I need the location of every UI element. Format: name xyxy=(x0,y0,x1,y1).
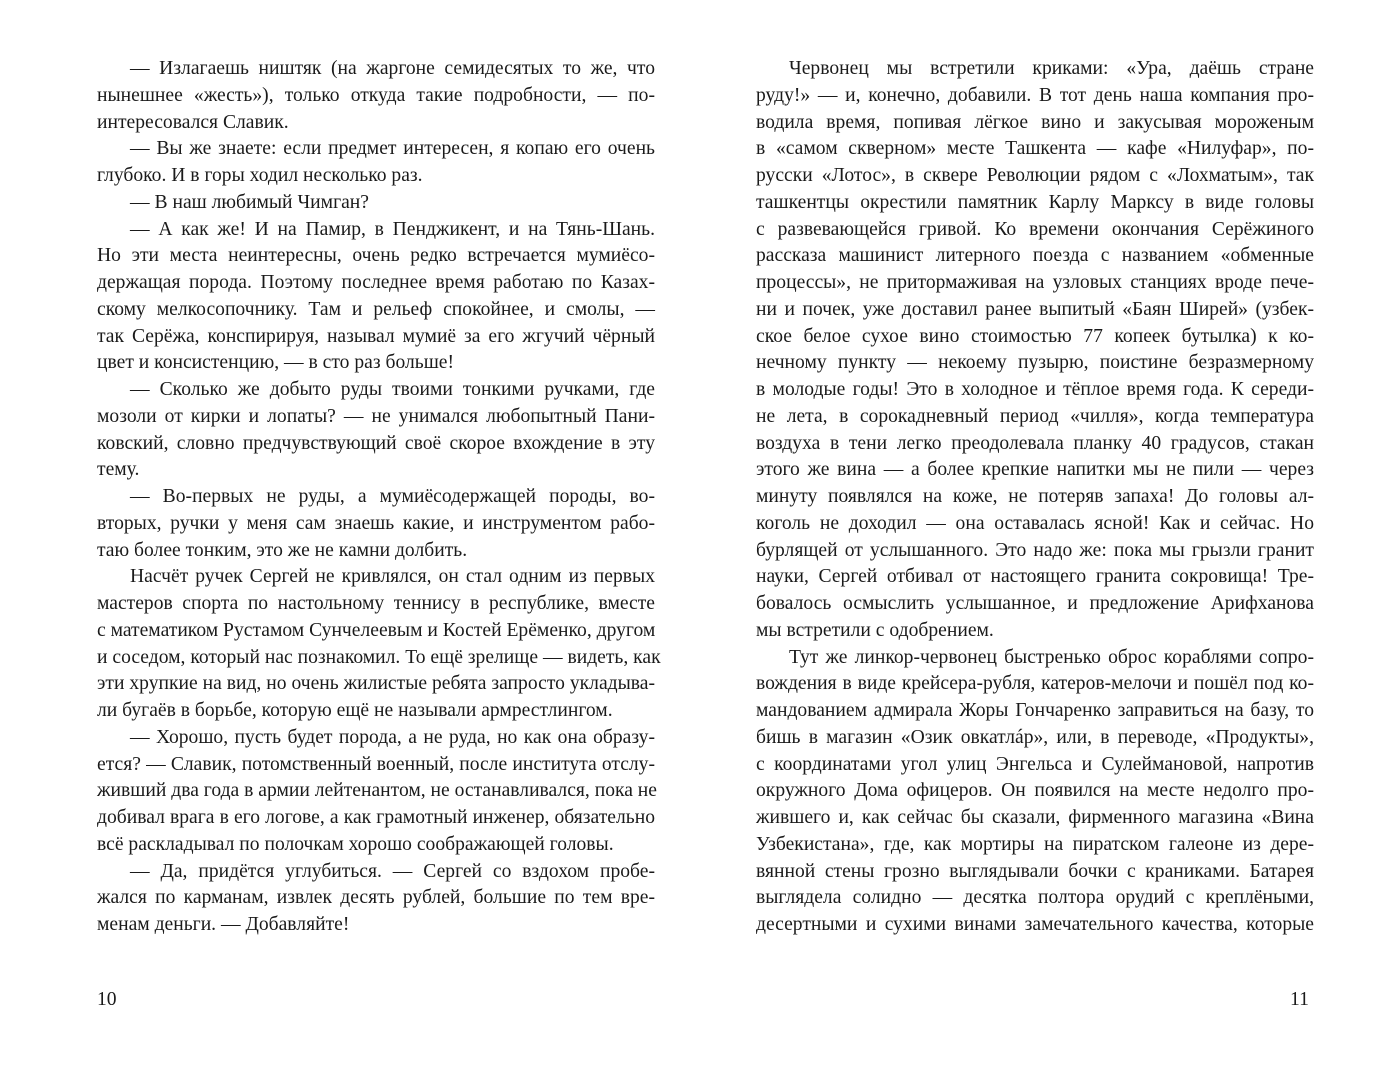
paragraph xyxy=(756,56,1314,645)
text-line: добивал врага в его логове, а как грамотный инженер, обязательно xyxy=(97,807,655,828)
right-page-text xyxy=(756,56,1314,939)
text-line: бишь в магазин «Озик овкатлáр», или, в переводе, «Продукты», xyxy=(756,726,1314,748)
text-line: таю более тонким, это же не камни долбить. xyxy=(97,539,468,561)
text-line: с развевающейся гривой. Ко времени окончания Серёжиного xyxy=(756,218,1314,240)
text-line: Узбекистана», где, как мортиры на пиратском галеоне из дере- xyxy=(756,833,1314,855)
paragraph xyxy=(97,217,655,378)
text-line: глубоко. И в горы ходил несколько раз. xyxy=(97,165,423,186)
paragraph xyxy=(97,564,661,725)
text-line: тему. xyxy=(97,459,140,481)
text-line: — В наш любимый Чимган? xyxy=(130,191,369,213)
paragraph xyxy=(97,56,655,136)
text-line: всё раскладывал по полочкам хорошо соображающей головы. xyxy=(97,833,614,855)
paragraph xyxy=(97,484,655,564)
text-line: — Излагаешь ништяк (на жаргоне семидесятых то же, что xyxy=(130,58,655,79)
page-number-right: 11 xyxy=(1290,989,1309,1010)
text-line: воздуха в тени легко преодолевала планку 40 градусов, стакан xyxy=(756,432,1314,454)
text-line: Червонец мы встретили криками: «Ура, даёшь стране xyxy=(789,58,1314,79)
text-line: — А как же! И на Памир, в Пенджикент, и на Тянь-Шань. xyxy=(130,218,655,240)
text-line: окружного Дома офицеров. Он появился на месте недолго про- xyxy=(756,780,1314,802)
text-line: с математиком Рустамом Сунчелеевым и Костей Ерёменко, другом xyxy=(97,619,656,641)
paragraph xyxy=(97,859,655,939)
text-line: мандованием адмирала Жоры Гончаренко заправиться на базу, то xyxy=(756,700,1314,721)
text-line: — Да, придётся углубиться. — Сергей со вздохом пробе- xyxy=(130,860,655,882)
text-line: с координатами угол улиц Энгельса и Сулеймановой, напротив xyxy=(756,753,1314,775)
text-line: мы встретили с одобрением. xyxy=(756,619,994,641)
text-line: ковский, словно предчувствующий своё скорое вхождение в эту xyxy=(97,432,655,454)
paragraph xyxy=(97,377,655,484)
text-line: нечному пункту — некоему пузырю, поистине безразмерному xyxy=(756,352,1314,374)
text-line: русски «Лотос», в сквере Революции рядом с «Лохматым», так xyxy=(756,165,1314,186)
text-line: нынешнее «жесть»), только откуда такие подробности, — по- xyxy=(97,84,655,106)
text-line: и соседом, который нас познакомил. То ещё зрелище — видеть, как xyxy=(97,646,661,668)
text-line: жался по карманам, извлек десять рублей, большие по тем вре- xyxy=(97,887,655,909)
text-line: ни и почек, уже доставил ранее выпитый «Баян Ширей» (узбек- xyxy=(756,298,1314,320)
paragraph xyxy=(97,190,655,217)
text-line: — Вы же знаете: если предмет интересен, я копаю его очень xyxy=(130,138,655,160)
paragraph xyxy=(97,725,655,859)
text-line: ское белое сухое вино стоимостью 77 копеек бутылка) к ко- xyxy=(756,325,1314,347)
text-line: так Серёжа, конспирируя, называл мумиё за его жгучий чёрный xyxy=(97,325,655,347)
text-line: науки, Сергей отбивал от настоящего гранита сокровища! Тре- xyxy=(756,566,1314,588)
text-line: менам деньги. — Добавляйте! xyxy=(97,914,350,935)
text-line: живший два года в армии лейтенантом, не останавливался, пока не xyxy=(97,780,657,802)
text-line: этого же вина — а более крепкие напитки мы не пили — через xyxy=(756,459,1314,481)
left-page-text xyxy=(97,56,661,939)
text-line: коголь не доходил — она оставалась ясной! Как и сейчас. Но xyxy=(756,512,1314,534)
text-line: бовалось осмыслить услышанное, и предложение Арифханова xyxy=(756,593,1314,614)
text-line: ется? — Славик, потомственный военный, после института отслу- xyxy=(97,753,655,775)
text-line: Насчёт ручек Сергей не кривлялся, он стал одним из первых xyxy=(130,566,655,588)
text-line: в молодые годы! Это в холодное и тёплое время года. К середи- xyxy=(756,379,1314,400)
text-line: рассказа машинист литерного поезда с названием «обменные xyxy=(756,245,1314,267)
text-line: мозоли от кирки и лопаты? — не унимался любопытный Пани- xyxy=(97,405,655,427)
text-line: процессы», не притормаживая на узловых станциях вроде пече- xyxy=(756,272,1314,293)
paragraph xyxy=(756,645,1314,939)
text-line: — Хорошо, пусть будет порода, а не руда, но как она образу- xyxy=(130,726,655,748)
text-line: водила время, попивая лёгкое вино и закусывая мороженым xyxy=(756,111,1314,133)
text-line: Тут же линкор-червонец быстренько оброс кораблями сопро- xyxy=(789,646,1314,668)
text-line: выглядела солидно — десятка полтора орудий с креплёными, xyxy=(756,887,1314,909)
text-line: — Во-первых не руды, а мумиёсодержащей породы, во- xyxy=(130,486,655,507)
text-line: цвет и консистенцию, — в сто раз больше! xyxy=(97,352,455,374)
paragraph xyxy=(97,136,655,190)
text-line: вторых, ручки у меня сам знаешь какие, и инструментом рабо- xyxy=(97,512,655,534)
text-line: интересовался Славик. xyxy=(97,111,289,133)
text-line: ли бугаёв в борьбе, которую ещё не называли армрестлингом. xyxy=(97,700,613,721)
text-line: не лета, в сорокадневный период «чилля», когда температура xyxy=(756,405,1314,427)
text-line: ташкентцы окрестили памятник Карлу Марксу в виде головы xyxy=(756,191,1314,213)
text-line: — Сколько же добыто руды твоими тонкими ручками, где xyxy=(130,379,655,400)
text-line: десертными и сухими винами замечательного качества, которые xyxy=(756,914,1314,935)
text-line: держащая порода. Поэтому последнее время работаю по Казах- xyxy=(97,272,655,293)
text-line: скому мелкосопочнику. Там и рельеф спокойнее, и смолы, — xyxy=(97,298,655,320)
text-line: бурлящей от услышанного. Это надо же: пока мы грызли гранит xyxy=(756,539,1314,561)
text-line: руду!» — и, конечно, добавили. В тот день наша компания про- xyxy=(756,84,1314,106)
text-line: жившего и, как сейчас бы сказали, фирменного магазина «Вина xyxy=(756,807,1314,828)
text-line: вянной стены грозно выглядывали бочки с краниками. Батарея xyxy=(756,860,1314,882)
text-line: минуту появлялся на коже, не потеряв запаха! До головы ал- xyxy=(756,486,1314,507)
text-line: Но эти места неинтересны, очень редко встречается мумиёсо- xyxy=(97,245,655,267)
text-line: эти хрупкие на вид, но очень жилистые ребята запросто укладыва- xyxy=(97,673,655,695)
text-line: в «самом скверном» месте Ташкента — кафе «Нилуфар», по- xyxy=(756,138,1314,160)
page-number-left: 10 xyxy=(97,989,117,1010)
text-line: вождения в виде крейсера-рубля, катеров-мелочи и пошёл под ко- xyxy=(756,673,1314,695)
text-line: мастеров спорта по настольному теннису в республике, вместе xyxy=(97,593,655,614)
